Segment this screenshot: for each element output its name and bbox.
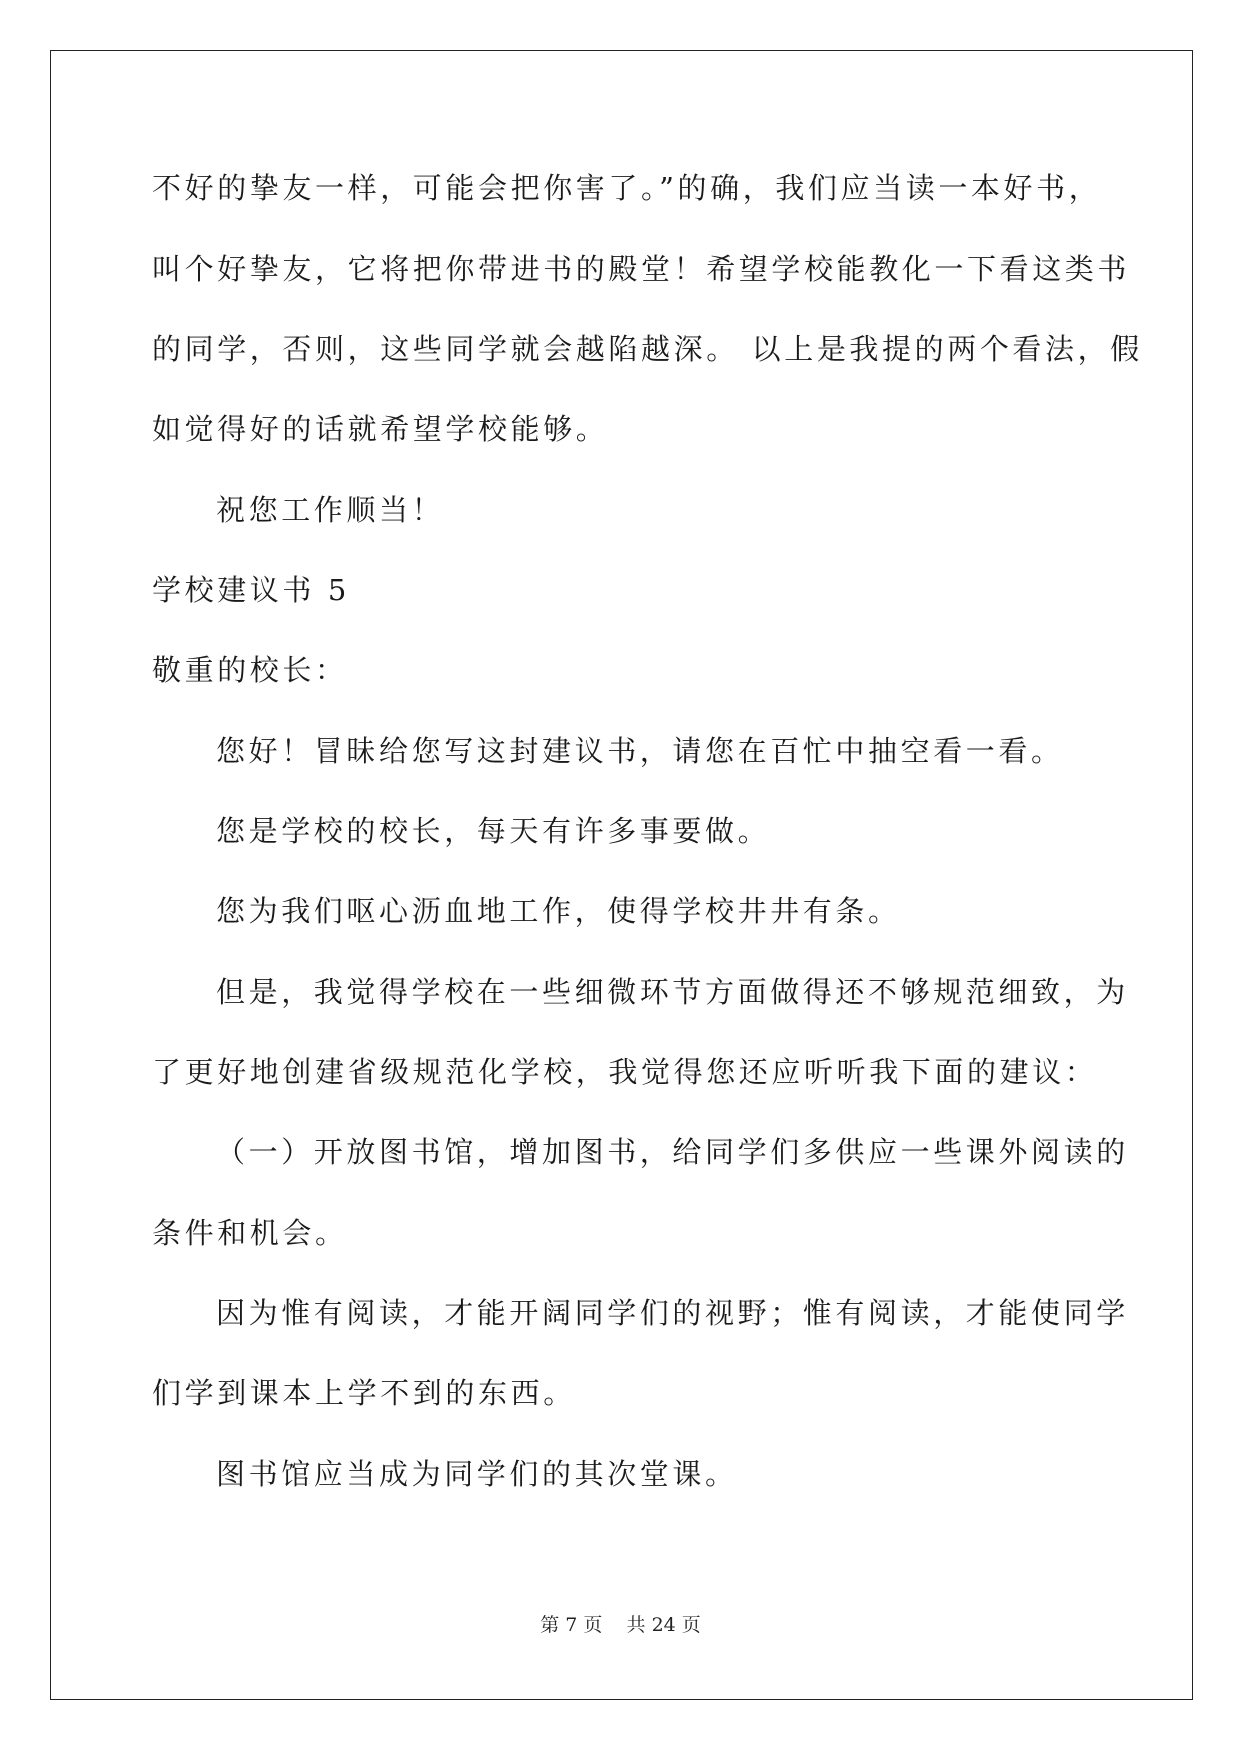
body-line: 如觉得好的话就希望学校能够。 — [152, 412, 609, 446]
section-heading: 学校建议书 5 — [152, 573, 350, 607]
body-line: 的同学，否则，这些同学就会越陷越深。 以上是我提的两个看法，假 — [152, 332, 1143, 366]
body-line: 了更好地创建省级规范化学校，我觉得您还应听听我下面的建议： — [152, 1055, 1098, 1089]
body-line: 条件和机会。 — [152, 1216, 348, 1250]
body-line: 您为我们呕心沥血地工作，使得学校井井有条。 — [216, 894, 901, 928]
body-line: 叫个好挚友，它将把你带进书的殿堂！希望学校能教化一下看这类书 — [152, 252, 1131, 286]
salutation: 敬重的校长： — [152, 653, 348, 687]
page-border — [50, 50, 1193, 1700]
page-number-footer: 第 7 页 共 24 页 — [540, 1614, 701, 1636]
body-line: 们学到课本上学不到的东西。 — [152, 1376, 576, 1410]
body-line: 因为惟有阅读，才能开阔同学们的视野；惟有阅读，才能使同学 — [216, 1296, 1129, 1330]
body-line: （一）开放图书馆，增加图书，给同学们多供应一些课外阅读的 — [216, 1135, 1129, 1169]
body-line: 但是，我觉得学校在一些细微环节方面做得还不够规范细致，为 — [216, 975, 1129, 1009]
body-line: 您是学校的校长，每天有许多事要做。 — [216, 814, 771, 848]
body-line: 不好的挚友一样，可能会把你害了。”的确，我们应当读一本好书， — [152, 171, 1102, 205]
body-line: 您好！冒昧给您写这封建议书，请您在百忙中抽空看一看。 — [216, 734, 1064, 768]
body-line: 图书馆应当成为同学们的其次堂课。 — [216, 1457, 738, 1491]
closing-line: 祝您工作顺当！ — [216, 493, 445, 527]
